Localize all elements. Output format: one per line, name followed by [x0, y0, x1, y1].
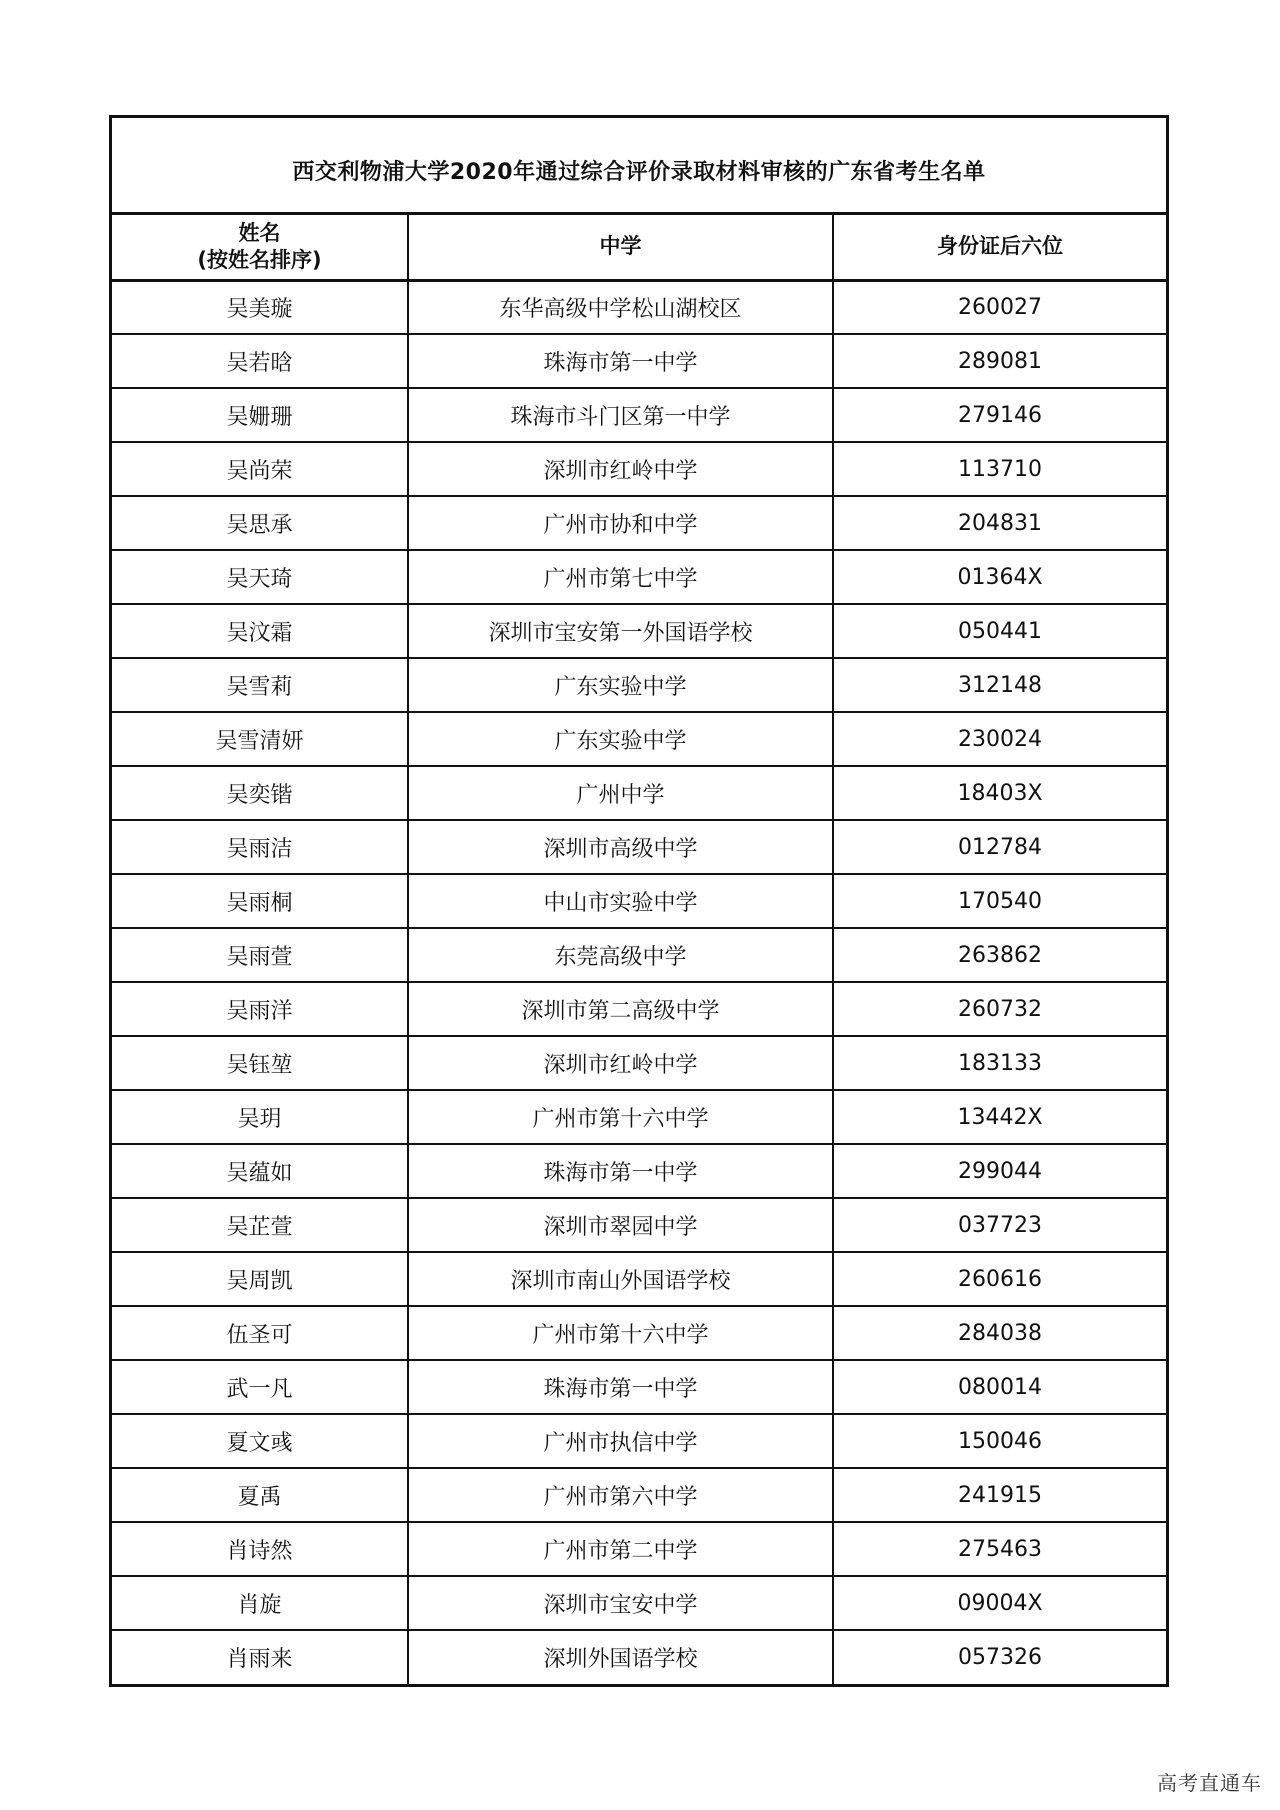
table-row — [112, 1630, 1166, 1684]
table-row — [112, 1036, 1166, 1090]
table-header-row — [112, 215, 1166, 280]
cell-student-name: 武一凡 — [112, 1360, 408, 1414]
table-row — [112, 1576, 1166, 1630]
cell-student-name: 吴钰堃 — [112, 1036, 408, 1090]
column-header-id-suffix: 身份证后六位 — [833, 215, 1166, 280]
table-row — [112, 766, 1166, 820]
cell-student-name: 吴雪莉 — [112, 658, 408, 712]
cell-id-suffix: 037723 — [833, 1198, 1166, 1252]
cell-school: 深圳市宝安第一外国语学校 — [408, 604, 833, 658]
cell-school: 深圳市红岭中学 — [408, 442, 833, 496]
cell-id-suffix: 183133 — [833, 1036, 1166, 1090]
cell-id-suffix: 263862 — [833, 928, 1166, 982]
table-row — [112, 1360, 1166, 1414]
table-row — [112, 1090, 1166, 1144]
cell-school: 广州市第二中学 — [408, 1522, 833, 1576]
table-row — [112, 1468, 1166, 1522]
column-header-name — [112, 215, 408, 280]
cell-student-name: 吴尚荣 — [112, 442, 408, 496]
cell-school: 广州市第十六中学 — [408, 1306, 833, 1360]
table-row — [112, 280, 1166, 334]
column-header-school: 中学 — [408, 215, 833, 280]
table-row — [112, 820, 1166, 874]
cell-school: 深圳市南山外国语学校 — [408, 1252, 833, 1306]
cell-id-suffix: 230024 — [833, 712, 1166, 766]
column-header-name-line2: (按姓名排序) — [197, 247, 322, 272]
cell-school: 广东实验中学 — [408, 658, 833, 712]
cell-school: 广东实验中学 — [408, 712, 833, 766]
cell-student-name: 吴姗珊 — [112, 388, 408, 442]
table-row — [112, 442, 1166, 496]
cell-id-suffix: 01364X — [833, 550, 1166, 604]
cell-school: 广州市第六中学 — [408, 1468, 833, 1522]
watermark-text: 高考直通车 — [1157, 1771, 1262, 1795]
cell-student-name: 吴天琦 — [112, 550, 408, 604]
cell-school: 深圳市红岭中学 — [408, 1036, 833, 1090]
cell-school: 深圳市宝安中学 — [408, 1576, 833, 1630]
table-body — [112, 280, 1166, 1684]
cell-id-suffix: 299044 — [833, 1144, 1166, 1198]
cell-id-suffix: 284038 — [833, 1306, 1166, 1360]
cell-id-suffix: 057326 — [958, 1645, 1042, 1670]
column-header-name-line1: 姓名 — [238, 220, 281, 245]
table-row — [112, 928, 1166, 982]
cell-id-suffix: 312148 — [833, 658, 1166, 712]
cell-school: 深圳市翠园中学 — [408, 1198, 833, 1252]
table-row — [112, 496, 1166, 550]
cell-student-name: 吴美璇 — [112, 280, 408, 334]
cell-id-suffix: 050441 — [833, 604, 1166, 658]
table-row — [112, 334, 1166, 388]
cell-id-suffix: 170540 — [833, 874, 1166, 928]
cell-student-name: 吴周凯 — [112, 1252, 408, 1306]
cell-school: 深圳市高级中学 — [408, 820, 833, 874]
cell-student-name: 肖雨来 — [112, 1630, 408, 1684]
table-row — [112, 982, 1166, 1036]
cell-id-suffix: 113710 — [833, 442, 1166, 496]
table-row — [112, 1522, 1166, 1576]
table-row — [112, 1306, 1166, 1360]
table-row — [112, 874, 1166, 928]
admission-list-sheet — [109, 115, 1169, 1687]
admission-table — [112, 215, 1166, 1684]
cell-student-name: 肖旋 — [112, 1576, 408, 1630]
table-row — [112, 388, 1166, 442]
cell-student-name: 吴雪清妍 — [112, 712, 408, 766]
title-row — [112, 118, 1166, 215]
cell-id-suffix: 275463 — [833, 1522, 1166, 1576]
cell-id-suffix: 260616 — [833, 1252, 1166, 1306]
cell-id-suffix: 080014 — [833, 1360, 1166, 1414]
cell-school: 珠海市第一中学 — [408, 1360, 833, 1414]
cell-school: 广州中学 — [408, 766, 833, 820]
cell-school: 广州市第七中学 — [408, 550, 833, 604]
cell-id-suffix: 241915 — [833, 1468, 1166, 1522]
table-row — [112, 1144, 1166, 1198]
cell-id-suffix: 150046 — [833, 1414, 1166, 1468]
cell-student-name: 吴思承 — [112, 496, 408, 550]
cell-school: 中山市实验中学 — [408, 874, 833, 928]
cell-student-name: 夏禹 — [112, 1468, 408, 1522]
cell-id-suffix: 204831 — [833, 496, 1166, 550]
cell-student-name: 吴芷萱 — [112, 1198, 408, 1252]
cell-school: 广州市第十六中学 — [408, 1090, 833, 1144]
cell-id-suffix: 13442X — [833, 1090, 1166, 1144]
table-row — [112, 1198, 1166, 1252]
table-row — [112, 712, 1166, 766]
cell-student-name: 伍圣可 — [112, 1306, 408, 1360]
cell-id-suffix: 012784 — [833, 820, 1166, 874]
cell-id-suffix: 279146 — [833, 388, 1166, 442]
table-row — [112, 550, 1166, 604]
table-row — [112, 604, 1166, 658]
cell-student-name: 吴雨桐 — [112, 874, 408, 928]
cell-id-suffix: 260732 — [833, 982, 1166, 1036]
cell-school: 深圳外国语学校 — [408, 1630, 833, 1684]
cell-school: 深圳市第二高级中学 — [408, 982, 833, 1036]
cell-id-suffix: 260027 — [833, 280, 1166, 334]
document-title: 西交利物浦大学2020年通过综合评价录取材料审核的广东省考生名单 — [292, 159, 986, 185]
cell-school: 东莞高级中学 — [408, 928, 833, 982]
cell-school: 东华高级中学松山湖校区 — [408, 280, 833, 334]
table-row — [112, 658, 1166, 712]
cell-school: 广州市执信中学 — [408, 1414, 833, 1468]
cell-student-name: 吴雨萱 — [112, 928, 408, 982]
cell-student-name: 吴汶霜 — [112, 604, 408, 658]
cell-school: 珠海市斗门区第一中学 — [408, 388, 833, 442]
table-row — [112, 1414, 1166, 1468]
cell-student-name: 夏文彧 — [112, 1414, 408, 1468]
cell-school: 广州市协和中学 — [408, 496, 833, 550]
cell-student-name: 吴蕴如 — [112, 1144, 408, 1198]
cell-school: 珠海市第一中学 — [408, 1144, 833, 1198]
cell-student-name: 吴若晗 — [112, 334, 408, 388]
cell-id-suffix: 09004X — [833, 1576, 1166, 1630]
cell-student-name: 吴奕锴 — [112, 766, 408, 820]
cell-id-suffix: 18403X — [833, 766, 1166, 820]
cell-school: 珠海市第一中学 — [408, 334, 833, 388]
table-row — [112, 1252, 1166, 1306]
cell-student-name: 吴雨洋 — [112, 982, 408, 1036]
cell-student-name: 吴玥 — [112, 1090, 408, 1144]
cell-student-name: 肖诗然 — [112, 1522, 408, 1576]
cell-id-suffix: 289081 — [833, 334, 1166, 388]
cell-student-name: 吴雨洁 — [112, 820, 408, 874]
